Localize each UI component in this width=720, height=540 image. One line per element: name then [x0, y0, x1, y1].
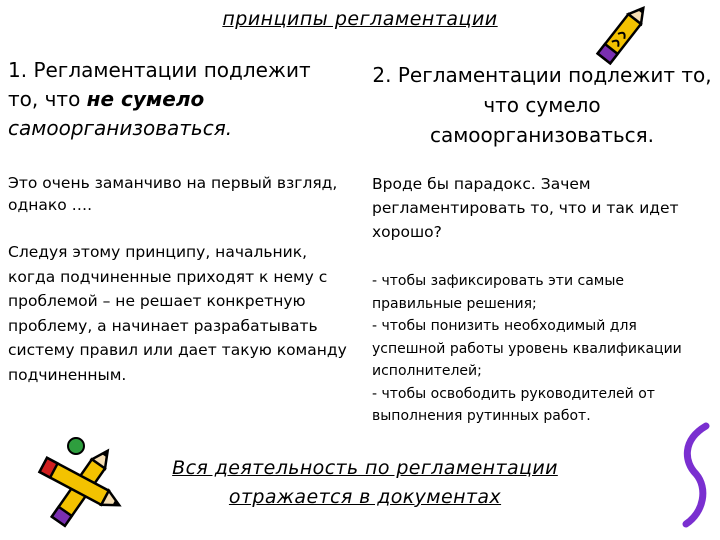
- footer-statement: [100, 454, 630, 512]
- principle-2-comment: Вроде бы парадокс. Зачем регламентировать то, что и так идет хорошо?: [372, 175, 679, 241]
- principle-2-reasons-list: [372, 270, 712, 428]
- principle-1-heading: [8, 56, 348, 143]
- principle-1-comment: Это очень заманчиво на первый взгляд, однако ….: [8, 174, 338, 214]
- list-item: - чтобы зафиксировать эти самые правильные решения;: [372, 273, 625, 312]
- list-item: - чтобы понизить необходимый для успешной работы уровень квалификации исполнителей;: [372, 318, 682, 379]
- principle-1-line-2: то, что: [8, 87, 87, 111]
- principle-1-line-3: самоорганизоваться.: [8, 116, 233, 140]
- page-title: принципы регламентации: [222, 8, 498, 30]
- principle-2-heading: 2. Регламентации подлежит то, что сумело самоорганизоваться.: [372, 63, 712, 147]
- pencil-icon: [586, 2, 660, 66]
- list-item: - чтобы освободить руководителей от выполнения рутинных работ.: [372, 385, 655, 424]
- principle-1-line-1: 1. Регламентации подлежит: [8, 58, 311, 82]
- footer-line-1: Вся деятельность по регламентации: [172, 457, 558, 479]
- principle-1-emphasis: не сумело: [86, 87, 205, 111]
- principle-1-explanation: Следуя этому принципу, начальник, когда подчиненные приходят к нему с проблемой – не решает конкретную проблему, а начинает разрабатывать систему правил или дает такую команду подчиненным.: [8, 243, 347, 384]
- swirl-icon: [676, 420, 716, 532]
- footer-line-2: отражается в документах: [228, 486, 502, 508]
